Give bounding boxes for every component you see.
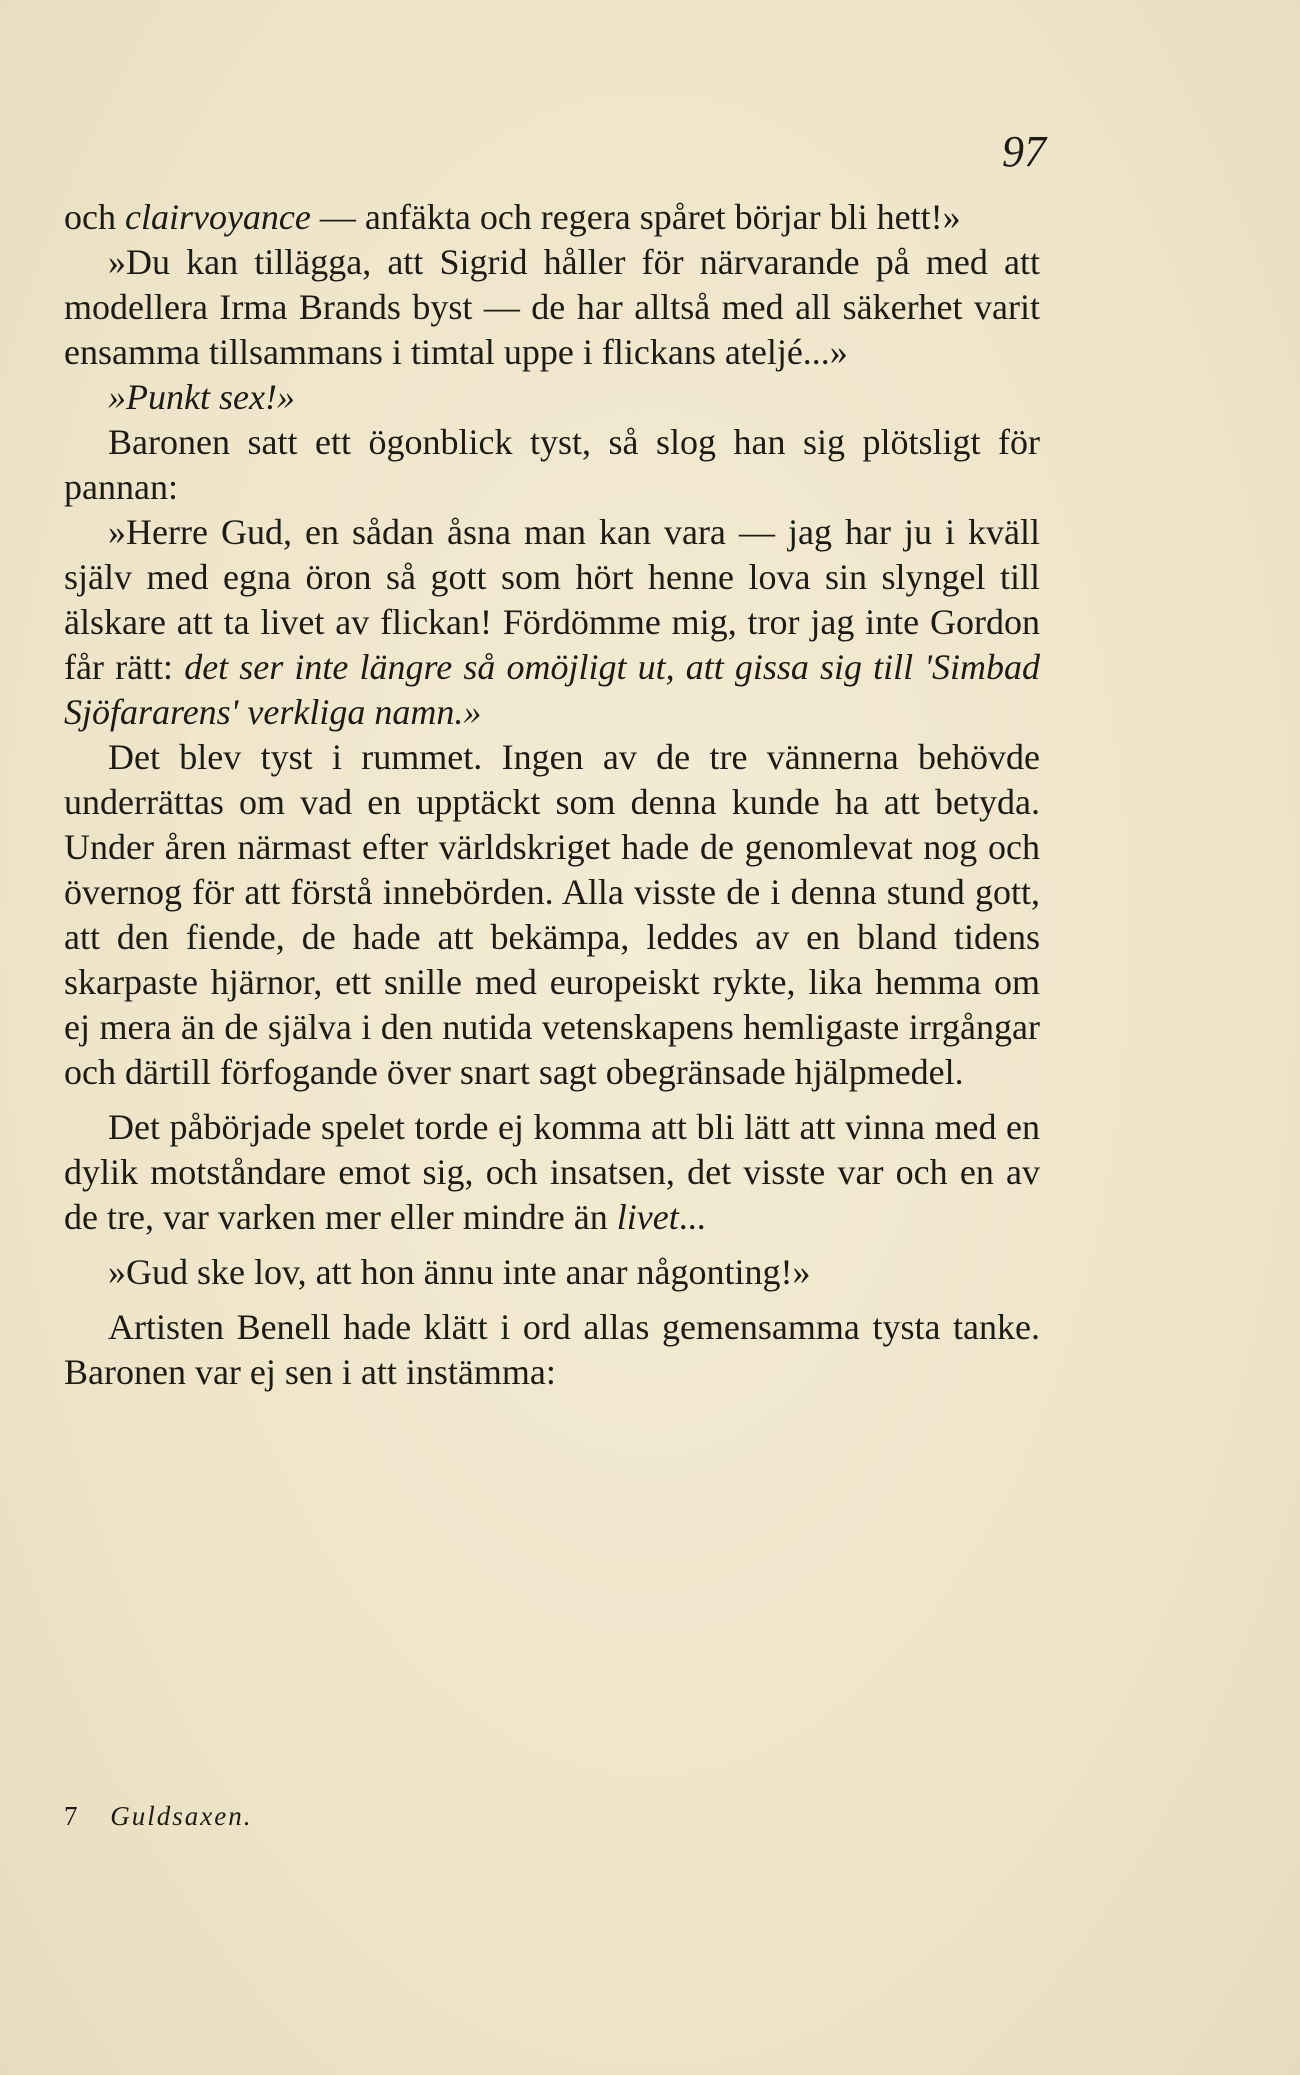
body-text — [64, 195, 1040, 1395]
text-run: och — [64, 197, 125, 237]
text-run: »Herre Gud, en sådan åsna man kan vara — jag har ju i kväll själv med egna öron så gott som hört henne lova sin slyngel till älskare att ta livet av flickan! Fördömme mig, tror jag inte Gordon får rätt: — [64, 512, 1040, 687]
paragraph — [64, 195, 1040, 240]
text-run: Baronen satt ett ögonblick tyst, så slog han sig plötsligt för pannan: — [64, 422, 1040, 507]
text-run: Det blev tyst i rummet. Ingen av de tre vännerna behövde underrättas om vad en upptäckt som denna kunde ha att betyda. Under åren närmast efter världskriget hade de genomlevat nog och övernog för att förstå innebörden. Alla visste de i denna stund gott, att den fiende, de hade att bekämpa, leddes av en bland tidens skarpaste hjärnor, ett snille med europeiskt rykte, lika hemma om ej mera än de själva i den nutida vetenskapens hemligaste irrgångar och därtill förfogande över snart sagt obegränsade hjälpmedel. — [64, 737, 1040, 1092]
paragraph — [64, 240, 1040, 375]
text-run: — anfäkta och regera spåret börjar bli hett!» — [310, 197, 961, 237]
italic-text: det ser inte längre så omöjligt ut, att gissa sig till 'Simbad Sjöfararens' verkliga namn.» — [64, 647, 1040, 732]
page-number: 97 — [1002, 127, 1046, 176]
italic-text: clairvoyance — [124, 197, 311, 237]
paragraph — [64, 510, 1040, 735]
paragraph — [64, 1250, 1040, 1295]
printer-signature — [64, 1803, 252, 1830]
text-run: »Du kan tillägga, att Sigrid håller för närvarande på med att modellera Irma Brands byst — de har alltså med all säkerhet varit ensamma tillsammans i timtal uppe i flickans ateljé...» — [64, 242, 1040, 372]
italic-text: livet — [616, 1197, 679, 1237]
italic-text: »Punkt sex!» — [108, 377, 295, 417]
signature-number: 7 — [64, 1801, 79, 1831]
paragraph — [64, 735, 1040, 1095]
text-run: ... — [678, 1197, 706, 1237]
paragraph — [64, 375, 1040, 420]
paragraph — [64, 1305, 1040, 1395]
text-run: »Gud ske lov, att hon ännu inte anar någonting!» — [108, 1252, 811, 1292]
text-run: Artisten Benell hade klätt i ord allas gemensamma tysta tanke. Baronen var ej sen i att instämma: — [64, 1307, 1040, 1392]
text-run: Det påbörjade spelet torde ej komma att bli lätt att vinna med en dylik motståndare emot sig, och insatsen, det visste var och en av de tre, var varken mer eller mindre än — [64, 1107, 1040, 1237]
paragraph — [64, 1105, 1040, 1240]
paragraph — [64, 420, 1040, 510]
signature-title: Guldsaxen. — [110, 1801, 253, 1831]
